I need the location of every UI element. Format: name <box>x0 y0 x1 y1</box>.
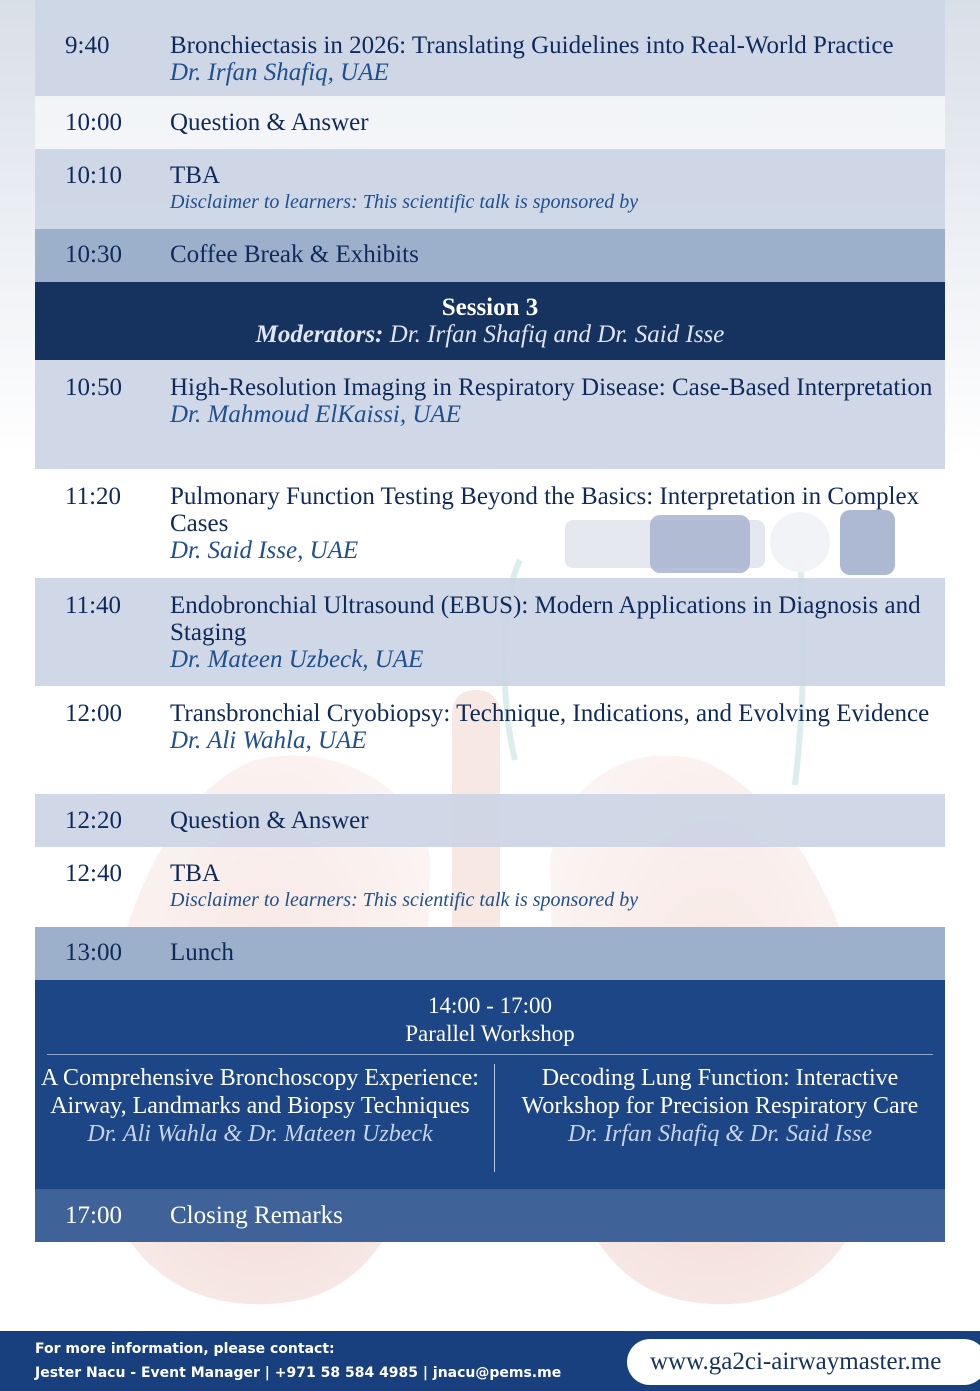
moderators-label: Moderators: <box>255 321 384 348</box>
row-time: 11:20 <box>65 483 122 510</box>
session-header <box>35 282 945 360</box>
row-title: Question & Answer <box>170 109 369 136</box>
workshop-left <box>40 1064 480 1148</box>
row-time: 12:00 <box>65 700 122 727</box>
row-title: Transbronchial Cryobiopsy: Technique, Indications, and Evolving Evidence <box>170 700 930 727</box>
footer-contact-details: Jester Nacu - Event Manager | +971 58 584 4985 | jnacu@pems.me <box>35 1365 562 1381</box>
row-time: 12:40 <box>65 860 122 887</box>
row-title: Pulmonary Function Testing Beyond the Basics: Interpretation in Complex Cases <box>170 483 920 537</box>
workshop-divider-line <box>47 1054 933 1055</box>
schedule-row-1050 <box>35 360 945 469</box>
row-speaker: Dr. Mahmoud ElKaissi, UAE <box>170 401 461 428</box>
row-title: Bronchiectasis in 2026: Translating Guidelines into Real-World Practice <box>170 32 894 59</box>
row-time: 10:10 <box>65 162 122 189</box>
schedule-row-1240 <box>35 847 945 927</box>
row-time: 10:50 <box>65 374 122 401</box>
schedule-row-1120 <box>35 469 945 578</box>
schedule-row-1700 <box>35 1189 945 1242</box>
workshop-left-speakers: Dr. Ali Wahla & Dr. Mateen Uzbeck <box>87 1121 433 1147</box>
row-time: 9:40 <box>65 32 110 59</box>
row-title: Question & Answer <box>170 807 369 834</box>
row-speaker: Dr. Mateen Uzbeck, UAE <box>170 646 424 673</box>
row-speaker: Dr. Said Isse, UAE <box>170 537 359 564</box>
moderators-names: Dr. Irfan Shafiq and Dr. Said Isse <box>383 321 725 348</box>
schedule-row-940 <box>35 0 945 96</box>
workshop-label: Parallel Workshop <box>405 1021 575 1046</box>
schedule-row-1220 <box>35 794 945 847</box>
row-speaker: Dr. Irfan Shafiq, UAE <box>170 59 389 86</box>
website-link[interactable]: www.ga2ci-airwaymaster.me <box>650 1348 942 1375</box>
row-time: 12:20 <box>65 807 122 834</box>
footer <box>0 1331 980 1391</box>
row-title: High-Resolution Imaging in Respiratory Disease: Case-Based Interpretation <box>170 374 933 401</box>
footer-contact-heading: For more information, please contact: <box>35 1341 335 1357</box>
schedule-row-1000 <box>35 96 945 149</box>
row-time: 13:00 <box>65 939 122 966</box>
schedule-row-1030 <box>35 229 945 282</box>
row-disclaimer: Disclaimer to learners: This scientific talk is sponsored by <box>170 191 639 213</box>
row-title: Endobronchial Ultrasound (EBUS): Modern Applications in Diagnosis and Staging <box>170 592 921 646</box>
row-time: 10:30 <box>65 241 122 268</box>
workshop-time: 14:00 - 17:00 <box>428 993 552 1018</box>
row-time: 11:40 <box>65 592 122 619</box>
row-title: Coffee Break & Exhibits <box>170 241 419 268</box>
schedule-row-1010 <box>35 149 945 229</box>
row-time: 17:00 <box>65 1202 122 1229</box>
session-title: Session 3 <box>441 294 539 321</box>
workshop-right-speakers: Dr. Irfan Shafiq & Dr. Said Isse <box>567 1121 873 1147</box>
workshop-column-divider <box>494 1064 495 1172</box>
schedule-row-1140 <box>35 578 945 686</box>
session-moderators <box>35 321 945 348</box>
row-time: 10:00 <box>65 109 122 136</box>
row-title: Closing Remarks <box>170 1202 343 1229</box>
workshop-right <box>500 1064 940 1148</box>
schedule-row-1300 <box>35 927 945 980</box>
schedule-row-1200 <box>35 686 945 794</box>
row-disclaimer: Disclaimer to learners: This scientific talk is sponsored by <box>170 889 639 911</box>
row-title: Lunch <box>170 939 234 966</box>
workshop-left-title: A Comprehensive Bronchoscopy Experience: Airway, Landmarks and Biopsy Techniques <box>41 1065 479 1119</box>
row-title: TBA <box>170 162 220 189</box>
parallel-workshop <box>35 980 945 1189</box>
row-speaker: Dr. Ali Wahla, UAE <box>170 727 367 754</box>
row-title: TBA <box>170 860 220 887</box>
workshop-right-title: Decoding Lung Function: Interactive Workshop for Precision Respiratory Care <box>521 1065 919 1119</box>
